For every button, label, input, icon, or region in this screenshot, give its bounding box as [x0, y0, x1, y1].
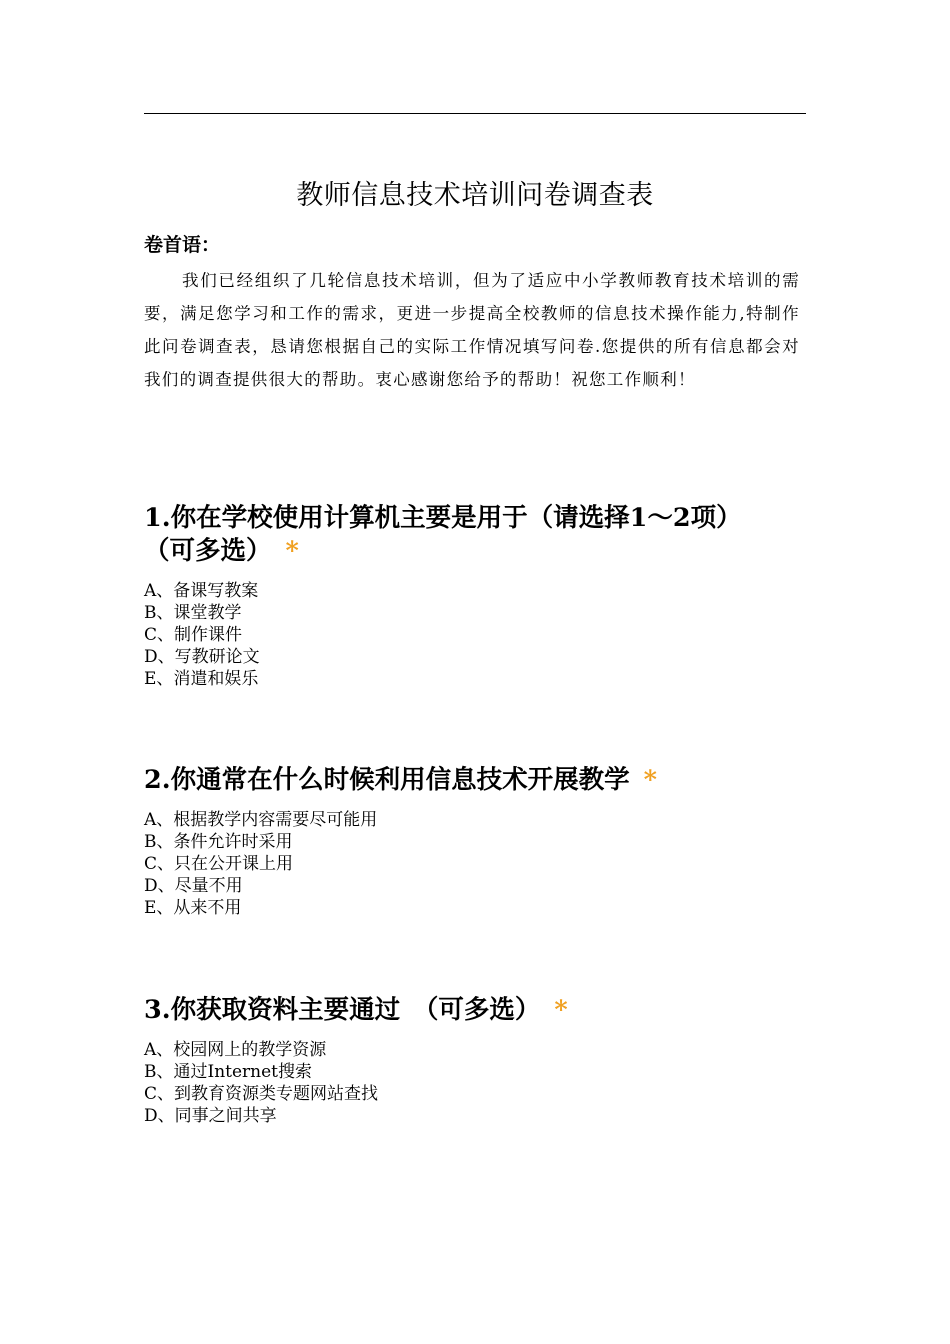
required-asterisk: *: [554, 995, 568, 1025]
option-item[interactable]: E、消遣和娱乐: [144, 669, 259, 689]
option-item[interactable]: C、制作课件: [144, 625, 243, 645]
question-1: [144, 502, 784, 690]
preface-text: 我们已经组织了几轮信息技术培训，但为了适应中小学教师教育技术培训的需要，满足您学习和工作的需求，更进一步提高全校教师的信息技术操作能力,特制作此问卷调查表，恳请您根据自己的实际工作情况填写问卷.您提供的所有信息都会对我们的调查提供很大的帮助。衷心感谢您给予的帮助！祝您工作顺利！: [144, 271, 800, 389]
option-item[interactable]: B、通过Internet搜索: [144, 1062, 313, 1082]
preface-label: 卷首语：: [144, 234, 221, 256]
option-item[interactable]: A、校园网上的教学资源: [144, 1040, 327, 1060]
top-divider: [144, 113, 806, 114]
question-3: [144, 994, 784, 1127]
option-list: [144, 809, 784, 919]
option-item[interactable]: C、到教育资源类专题网站查找: [144, 1084, 379, 1104]
required-asterisk: *: [285, 536, 299, 566]
option-item[interactable]: D、尽量不用: [144, 876, 243, 896]
question-title-text: 3.你获取资料主要通过 （可多选）: [144, 995, 541, 1025]
option-item[interactable]: A、备课写教案: [144, 581, 259, 601]
question-title: [144, 502, 784, 568]
option-item[interactable]: D、同事之间共享: [144, 1106, 277, 1126]
question-2: [144, 764, 784, 919]
option-item[interactable]: B、课堂教学: [144, 603, 242, 623]
question-title-text: 1.你在学校使用计算机主要是用于（请选择1～2项） （可多选）: [144, 503, 755, 566]
option-item[interactable]: B、条件允许时采用: [144, 832, 293, 852]
option-list: [144, 580, 784, 690]
required-asterisk: *: [643, 765, 657, 795]
option-item[interactable]: C、只在公开课上用: [144, 854, 294, 874]
option-list: [144, 1039, 784, 1127]
option-item[interactable]: E、从来不用: [144, 898, 242, 918]
question-title: [144, 994, 784, 1027]
question-title: [144, 764, 784, 797]
page-title: 教师信息技术培训问卷调查表: [296, 180, 654, 212]
option-item[interactable]: A、根据教学内容需要尽可能用: [144, 810, 378, 830]
question-title-text: 2.你通常在什么时候利用信息技术开展教学: [144, 765, 630, 795]
option-item[interactable]: D、写教研论文: [144, 647, 260, 667]
